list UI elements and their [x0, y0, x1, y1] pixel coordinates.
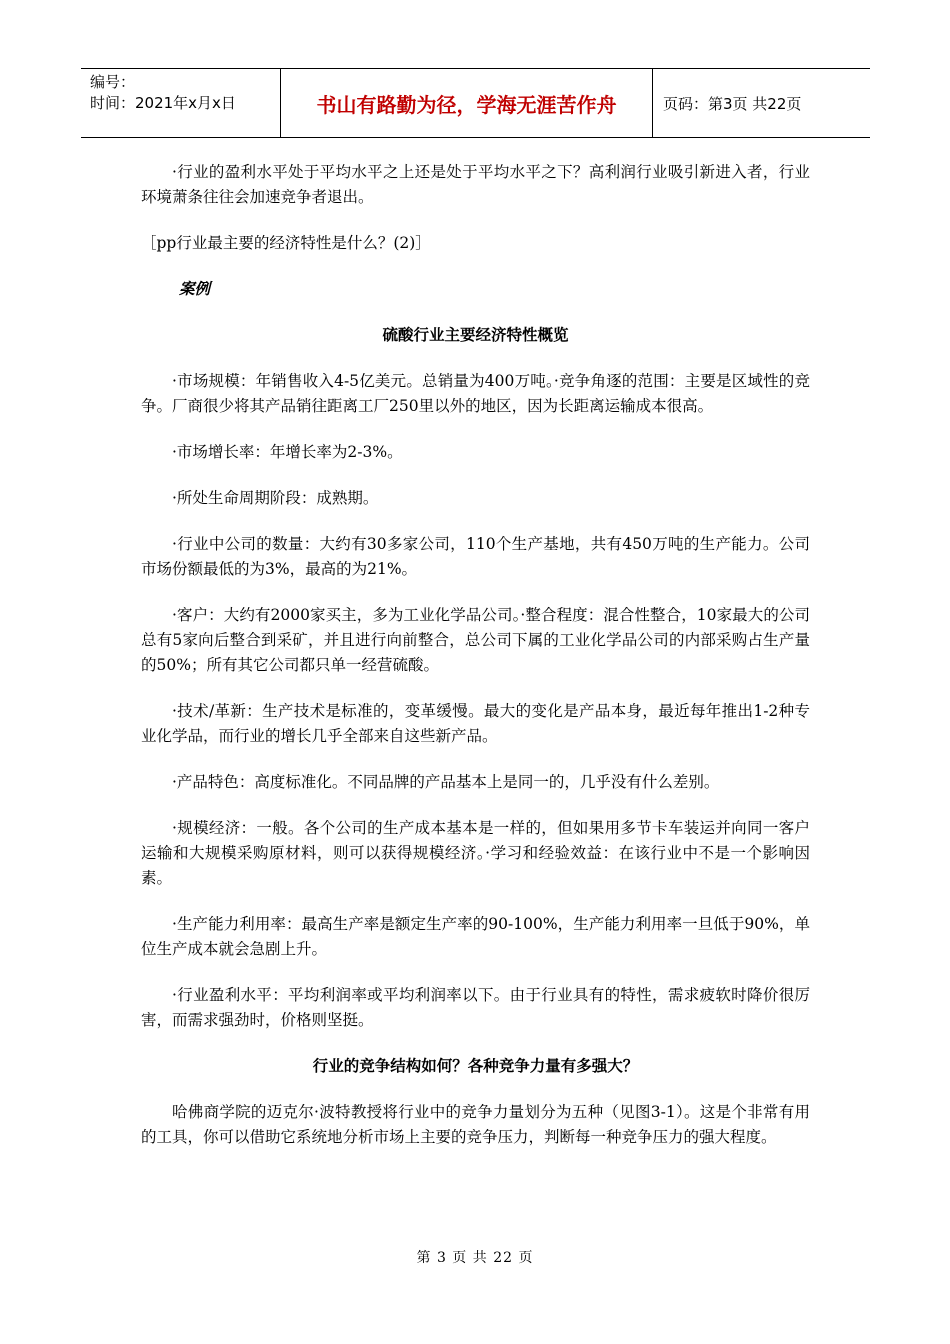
document-body: [141, 160, 810, 1171]
list-item: ·行业中公司的数量：大约有30多家公司，110个生产基地，共有450万吨的生产能力。公司市场份额最低的为3%，最高的为21%。: [141, 535, 810, 578]
list-item: ·市场规模：年销售收入4-5亿美元。总销量为400万吨。·竞争角逐的范围：主要是区域性的竞争。厂商很少将其产品销往距离工厂250里以外的地区，因为长距离运输成本很高。: [141, 372, 810, 415]
list-item: ·客户：大约有2000家买主，多为工业化学品公司。·整合程度：混合性整合，10家最大的公司总有5家向后整合到采矿，并且进行向前整合，总公司下属的工业化学品公司的内部采购占生产量的50%；所有其它公司都只单一经营硫酸。: [141, 606, 810, 674]
header-number-label: 编号：: [90, 73, 136, 91]
intro-paragraph: ·行业的盈利水平处于平均水平之上还是处于平均水平之下？高利润行业吸引新进入者，行业环境萧条往往会加速竞争者退出。: [141, 163, 810, 206]
header-date: 时间：2021年x月x日: [90, 94, 236, 112]
list-item: ·规模经济：一般。各个公司的生产成本基本是一样的，但如果用多节卡车装运并向同一客户运输和大规模采购原材料，则可以获得规模经济。·学习和经验效益：在该行业中不是一个影响因素。: [141, 819, 810, 887]
list-item: ·所处生命周期阶段：成熟期。: [172, 489, 379, 507]
case-label: 案例: [179, 280, 211, 298]
bracket-note: ［pp行业最主要的经济特性是什么？(2)］: [141, 234, 431, 252]
case-title: 硫酸行业主要经济特性概览: [382, 326, 569, 344]
list-item: ·技术/革新：生产技术是标准的，变革缓慢。最大的变化是产品本身，最近每年推出1-2种专业化学品，而行业的增长几乎全部来自这些新产品。: [141, 702, 810, 745]
list-item: ·产品特色：高度标准化。不同品牌的产品基本上是同一的，几乎没有什么差别。: [172, 773, 720, 791]
list-item: ·生产能力利用率：最高生产率是额定生产率的90-100%，生产能力利用率一旦低于90%，单位生产成本就会急剧上升。: [141, 915, 810, 958]
header-meta: [81, 69, 281, 137]
page-header: [81, 68, 870, 138]
list-item: ·市场增长率：年增长率为2-3%。: [172, 443, 403, 461]
page-footer: 第 3 页 共 22 页: [416, 1250, 534, 1266]
header-page-info: 页码：第3页 共22页: [663, 94, 802, 113]
section-title: 行业的竞争结构如何？各种竞争力量有多强大？: [312, 1057, 639, 1075]
list-item: ·行业盈利水平：平均利润率或平均利润率以下。由于行业具有的特性，需求疲软时降价很厉害，而需求强劲时，价格则坚挺。: [141, 986, 810, 1029]
header-motto: 书山有路勤为径，学海无涯苦作舟: [281, 69, 653, 137]
closing-paragraph: 哈佛商学院的迈克尔·波特教授将行业中的竞争力量划分为五种（见图3-1）。这是个非常有用的工具，你可以借助它系统地分析市场上主要的竞争压力，判断每一种竞争压力的强大程度。: [141, 1103, 810, 1146]
